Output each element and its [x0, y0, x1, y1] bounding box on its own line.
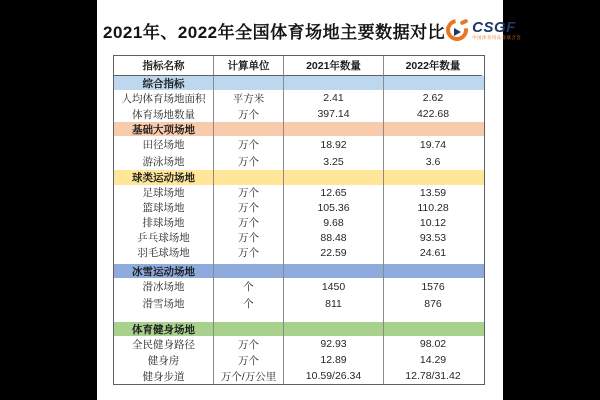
table-cell: 1576: [421, 280, 445, 293]
table-cell: 万个: [214, 200, 284, 215]
section-row: [114, 122, 484, 136]
table-cell: 田径场地: [114, 136, 214, 153]
table-cell: 万个: [214, 336, 284, 352]
spacer-cell: [114, 312, 214, 322]
table-cell: 平方米: [214, 90, 284, 106]
spacer-cell: [284, 312, 384, 322]
section-cell: [214, 76, 284, 90]
section-row: [114, 264, 484, 278]
csgf-subtext: 中国体育用品业联合会: [472, 34, 522, 40]
page-title: 2021年、2022年全国体育场地主要数据对比: [103, 22, 446, 42]
section-cell: [384, 322, 482, 336]
section-cell: [214, 264, 284, 278]
table-cell: 9.68: [284, 215, 384, 230]
table-cell: 1450: [284, 278, 384, 295]
table-cell: 游泳场地: [114, 153, 214, 170]
table-cell: 12.89: [284, 352, 384, 368]
table-cell: 个: [214, 278, 284, 295]
table-cell: 排球场地: [114, 215, 214, 230]
section-cell: [214, 322, 284, 336]
infographic-canvas: [97, 0, 522, 400]
table-cell: 万个: [214, 245, 284, 260]
section-cell: [214, 122, 284, 136]
table-cell: 98.02: [419, 338, 447, 350]
table-row: [114, 90, 484, 106]
csgf-wordmark-block: [472, 20, 521, 41]
section-label: 基础大项场地: [114, 122, 214, 136]
csgf-logo: [445, 18, 525, 42]
table-cell: 2.62: [422, 92, 444, 104]
table-cell: 万个: [214, 185, 284, 200]
table-cell: 422.68: [416, 108, 450, 120]
section-cell: [284, 264, 384, 278]
table-cell: 397.14: [284, 106, 384, 122]
table-cell: 811: [284, 295, 384, 312]
table-cell: 滑冰场地: [114, 278, 214, 295]
table-row: [114, 230, 484, 245]
section-cell: [284, 170, 384, 185]
table-cell: 12.65: [284, 185, 384, 200]
table-row: [114, 278, 484, 295]
table-cell: 健身步道: [114, 368, 214, 384]
table-cell: 2.41: [284, 90, 384, 106]
header-cell: 2021年数量: [284, 56, 384, 76]
section-row: [114, 170, 484, 185]
table-row: [114, 185, 484, 200]
table-row: [114, 368, 484, 384]
table-row: [114, 295, 484, 312]
table-row: [114, 215, 484, 230]
table-cell: 万个: [214, 153, 284, 170]
section-cell: [214, 170, 284, 185]
table-cell: 12.78/31.42: [405, 370, 461, 382]
spacer-row: [114, 312, 484, 322]
header-cell: 2022年数量: [384, 56, 482, 76]
table-cell: 22.59: [284, 245, 384, 260]
table-cell: 体育场地数量: [114, 106, 214, 122]
table-cell: 滑雪场地: [114, 295, 214, 312]
table-cell: 24.61: [419, 246, 447, 259]
table-cell: 3.6: [425, 155, 441, 168]
table-cell: 3.25: [284, 153, 384, 170]
title-bar: [97, 10, 522, 50]
table-cell: 105.36: [284, 200, 384, 215]
section-cell: [284, 76, 384, 90]
table-cell: 人均体育场地面积: [114, 90, 214, 106]
section-row: [114, 76, 484, 90]
section-label: 冰雪运动场地: [114, 264, 214, 278]
table-cell: 10.59/26.34: [284, 368, 384, 384]
table-row: [114, 136, 484, 153]
table-cell: 篮球场地: [114, 200, 214, 215]
table-row: [114, 352, 484, 368]
table-cell: 万个: [214, 136, 284, 153]
table-cell: 93.53: [419, 231, 447, 244]
spacer-cell: [384, 312, 482, 322]
spacer-cell: [214, 312, 284, 322]
table-cell: 18.92: [284, 136, 384, 153]
table-cell: 万个: [214, 106, 284, 122]
table-cell: 个: [214, 295, 284, 312]
table-cell: 万个: [214, 230, 284, 245]
table-cell: 万个/万公里: [214, 368, 284, 384]
data-table: [113, 55, 485, 385]
csgf-wordmark: CSGF: [472, 18, 516, 36]
table-cell: 876: [424, 297, 442, 310]
table-cell: 健身房: [114, 352, 214, 368]
table-cell: 88.48: [284, 230, 384, 245]
section-cell: [384, 170, 482, 185]
table-cell: 13.59: [419, 186, 447, 199]
section-row: [114, 322, 484, 336]
section-cell: [284, 322, 384, 336]
section-cell: [284, 122, 384, 136]
table-cell: 10.12: [419, 216, 447, 229]
table-cell: 足球场地: [114, 185, 214, 200]
csgf-swirl-icon: [445, 18, 469, 42]
table-cell: 羽毛球场地: [114, 245, 214, 260]
section-cell: [384, 122, 482, 136]
table-cell: 乒乓球场地: [114, 230, 214, 245]
table-cell: 14.29: [419, 354, 447, 366]
header-cell: 指标名称: [114, 56, 214, 76]
section-cell: [384, 76, 482, 90]
table-row: [114, 106, 484, 122]
table-cell: 19.74: [419, 138, 447, 151]
table-cell: 92.93: [284, 336, 384, 352]
table-row: [114, 245, 484, 260]
table-cell: 110.28: [417, 201, 449, 214]
section-label: 体育健身场地: [114, 322, 214, 336]
table-header-row: [114, 56, 484, 76]
section-cell: [384, 264, 482, 278]
table-cell: 万个: [214, 215, 284, 230]
table-cell: 全民健身路径: [114, 336, 214, 352]
table-row: [114, 153, 484, 170]
table-row: [114, 336, 484, 352]
section-label: 球类运动场地: [114, 170, 214, 185]
table-cell: 万个: [214, 352, 284, 368]
table-row: [114, 200, 484, 215]
section-label: 综合指标: [114, 76, 214, 90]
header-cell: 计算单位: [214, 56, 284, 76]
